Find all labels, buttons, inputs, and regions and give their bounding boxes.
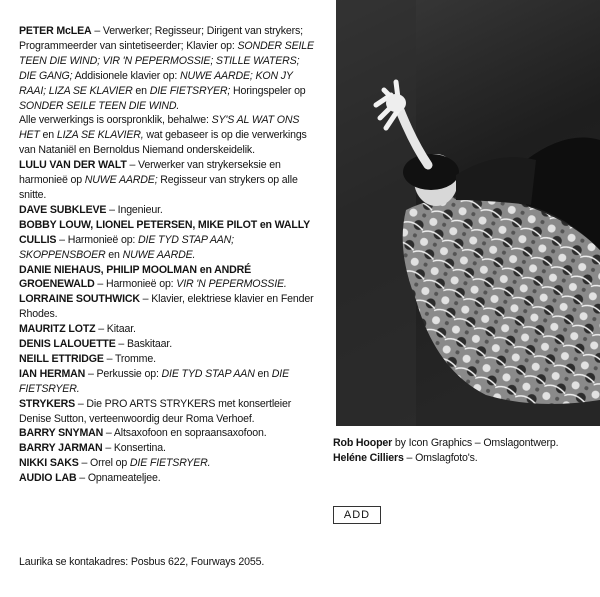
- add-logo: ADD: [333, 506, 381, 524]
- credit-name: DAVE SUBKLEVE: [19, 203, 107, 216]
- credit-text: – Harmonieë op:: [94, 278, 177, 291]
- credit-text: – Die PRO ARTS STRYKERS met konsertleier Denise Sutton, verteenwoordig deur Roma Verhoef.: [19, 397, 292, 425]
- credit-entry: [19, 352, 319, 367]
- credit-text: – Tromme.: [103, 352, 156, 365]
- credit-title: NUWE AARDE.: [122, 248, 196, 261]
- credit-name: BOBBY LOUW, LIONEL PETERSEN, MIKE PILOT en WALLY CULLIS: [19, 218, 310, 246]
- credit-entry: [19, 397, 319, 427]
- design-credits: [333, 436, 558, 466]
- credit-title: NUWE AARDE;: [84, 174, 158, 187]
- credit-title: DIE FIETSRYER.: [19, 367, 289, 395]
- credit-text: wat gebaseer is op die verwerkings van Nataniël en Bernoldus Niemand onderskeidelik.: [19, 129, 307, 157]
- credit-title: DIE TYD STAP AAN; SKOPPENSBOER: [19, 233, 234, 261]
- design-text: – Omslagfoto's.: [403, 452, 478, 464]
- credit-entry: [19, 158, 319, 203]
- design-name: Rob Hooper: [333, 437, 393, 449]
- credits-column: [19, 24, 319, 486]
- credit-name: LULU VAN DER WALT: [19, 159, 127, 172]
- credit-name: BARRY JARMAN: [19, 442, 103, 455]
- credit-title: LIZA SE KLAVIER,: [56, 129, 144, 142]
- credit-text: – Kitaar.: [95, 323, 136, 336]
- credit-title: DIE TYD STAP AAN: [161, 367, 255, 380]
- design-name: Heléne Cilliers: [333, 452, 404, 464]
- credit-title: DIE FIETSRYER.: [129, 457, 211, 470]
- credit-entry: [19, 292, 319, 322]
- credit-text: en: [254, 367, 272, 380]
- credit-title: SONDER SEILE TEEN DIE WIND; VIR 'N PEPERMOSSIE; STILLE WATERS; DIE GANG;: [19, 39, 314, 82]
- credit-text: – Verwerker van strykerseksie en harmonieë op: [19, 159, 281, 187]
- credit-name: PETER McLEA: [19, 25, 92, 37]
- credit-text: – Baskitaar.: [115, 338, 172, 351]
- credit-name: LORRAINE SOUTHWICK: [19, 293, 140, 306]
- credit-title: VIR 'N PEPERMOSSIE.: [176, 278, 287, 291]
- credit-text: – Harmonieë op:: [56, 233, 139, 246]
- credit-entry: [19, 456, 319, 471]
- contact-address: Laurika se kontakadres: Posbus 622, Fourways 2055.: [19, 556, 265, 568]
- credit-entry: [19, 24, 319, 113]
- credit-text: – Ingenieur.: [106, 203, 163, 216]
- credit-text: Alle verwerkings is oorspronklik, behalwe:: [19, 114, 212, 127]
- credit-entry: [19, 113, 319, 158]
- credit-entry: [19, 471, 319, 486]
- credit-text: – Altsaxofoon en sopraansaxofoon.: [103, 427, 267, 440]
- credit-entry: [19, 337, 319, 352]
- credit-name: NIKKI SAKS: [19, 457, 79, 470]
- credit-name: AUDIO LAB: [19, 472, 77, 485]
- credit-name: NEILL ETTRIDGE: [19, 352, 104, 365]
- design-text: by Icon Graphics – Omslagontwerp.: [392, 437, 559, 449]
- photo-image: [336, 0, 600, 426]
- credit-text: Addisionele klavier op:: [72, 69, 180, 82]
- credit-title: SY'S AL WAT ONS HET: [19, 114, 300, 142]
- credit-name: DANIE NIEHAUS, PHILIP MOOLMAN en ANDRÉ GROENEWALD: [19, 263, 252, 291]
- credit-entry: [19, 203, 319, 218]
- credit-text: – Konsertina.: [102, 442, 166, 455]
- credit-text: en: [105, 248, 123, 261]
- credit-text: Horingspeler op: [230, 84, 306, 97]
- credit-text: – Verwerker; Regisseur; Dirigent van strykers; Programmeerder van sintetiseerder; Klavier op:: [19, 25, 303, 52]
- credit-text: – Perkussie op:: [85, 367, 162, 380]
- credit-text: en: [39, 129, 57, 142]
- credit-entry: [19, 218, 319, 263]
- credit-text: – Klavier, elektriese klavier en Fender Rhodes.: [19, 293, 314, 321]
- credit-title: DIE FIETSRYER;: [149, 84, 231, 97]
- credit-entry: [19, 263, 319, 293]
- credit-text: en: [132, 84, 150, 97]
- credit-name: STRYKERS: [19, 397, 76, 410]
- credit-name: BARRY SNYMAN: [19, 427, 104, 440]
- credit-entry: [19, 441, 319, 456]
- credit-name: IAN HERMAN: [19, 367, 86, 380]
- credit-text: – Orrel op: [78, 457, 130, 470]
- credit-text: Regisseur van strykers op alle snitte.: [19, 174, 298, 201]
- credit-entry: [19, 367, 319, 397]
- cover-photo: [336, 0, 600, 426]
- credit-title: NUWE AARDE; KON JY RAAI; LIZA SE KLAVIER: [19, 69, 293, 97]
- design-entry: [333, 451, 558, 466]
- credit-entry: [19, 426, 319, 441]
- credit-title: SONDER SEILE TEEN DIE WIND.: [19, 99, 180, 112]
- credit-text: – Opnameateljee.: [76, 472, 161, 485]
- credit-name: MAURITZ LOTZ: [19, 323, 96, 336]
- design-entry: [333, 436, 558, 451]
- credit-entry: [19, 322, 319, 337]
- credit-name: DENIS LALOUETTE: [19, 338, 116, 351]
